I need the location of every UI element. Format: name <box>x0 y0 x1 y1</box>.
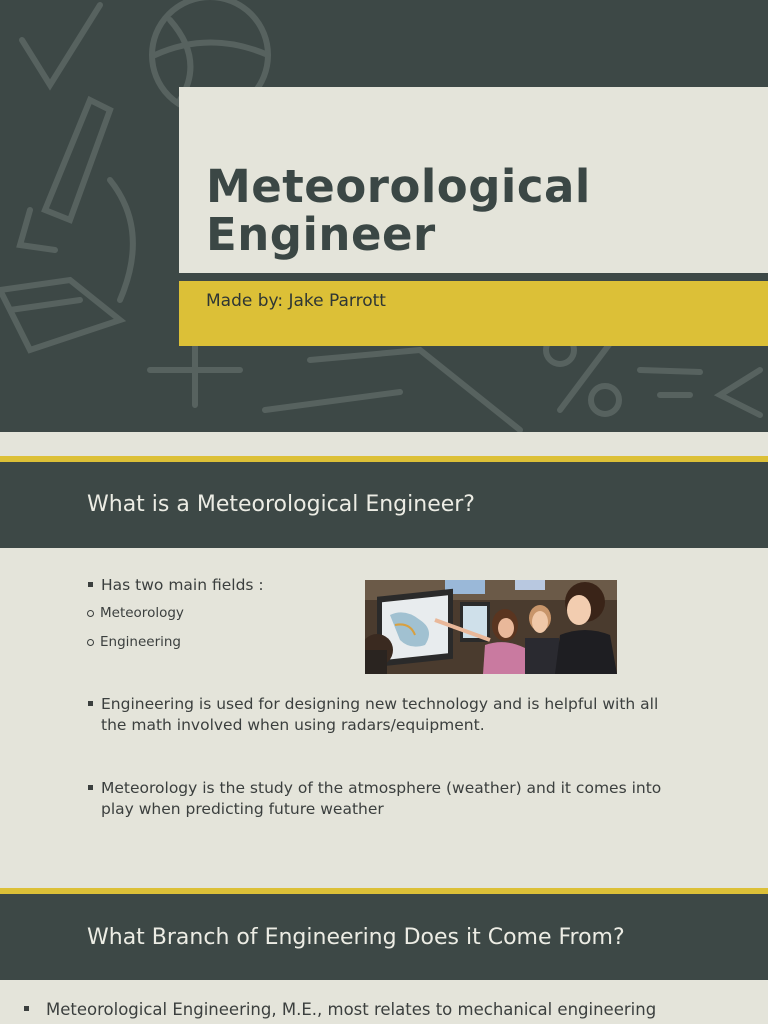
slide3-heading: What Branch of Engineering Does it Come From? <box>87 925 625 950</box>
slide2-heading: What is a Meteorological Engineer? <box>87 492 475 517</box>
bullet-mechanical-engineering: Meteorological Engineering, M.E., most relates to mechanical engineering <box>46 999 746 1020</box>
meteorologists-photo <box>365 580 617 674</box>
bullet-circle-icon <box>87 639 94 646</box>
slide2-header <box>0 462 768 548</box>
slide-gap <box>0 432 768 456</box>
title-slide <box>0 0 768 432</box>
sub-item-engineering: Engineering <box>100 634 181 650</box>
sub-item-meteorology: Meteorology <box>100 605 184 621</box>
presentation-title: Meteorological Engineer <box>206 160 591 261</box>
bullet-circle-icon <box>87 610 94 617</box>
bullet-main-fields: Has two main fields : <box>101 575 341 596</box>
bullet-square-icon <box>88 582 93 587</box>
book-doodle <box>0 280 120 350</box>
author-line: Made by: Jake Parrott <box>206 291 386 311</box>
title-divider <box>179 273 768 279</box>
photo-illustration <box>365 580 617 674</box>
bullet-square-icon <box>24 1006 29 1011</box>
checkmark-doodle <box>22 5 100 85</box>
ruler-doodle <box>265 350 520 430</box>
bullet-meteorology: Meteorology is the study of the atmosphere (weather) and it comes into play when predicting future weather <box>101 778 691 820</box>
bullet-square-icon <box>88 785 93 790</box>
subtitle-bar <box>179 281 768 346</box>
microscope-doodle <box>20 100 133 300</box>
lessthan-doodle <box>720 370 760 415</box>
bullet-square-icon <box>88 701 93 706</box>
title-box <box>179 87 768 273</box>
slide3-header <box>0 894 768 980</box>
bullet-engineering: Engineering is used for designing new technology and is helpful with all the math involved when using radars/equipment. <box>101 694 681 736</box>
